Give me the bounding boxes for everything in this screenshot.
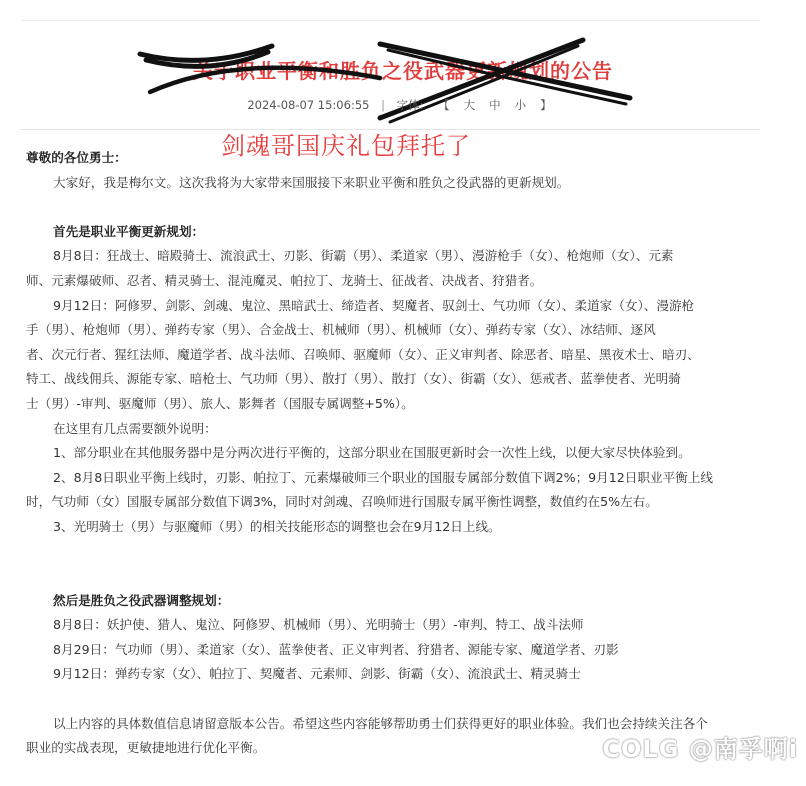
article-title: 关于职业平衡和胜负之役武器更新规划的公告: [193, 59, 613, 83]
font-size-large-link[interactable]: 大: [463, 98, 476, 112]
bracket-open: 【: [438, 98, 450, 112]
weapon-sep12-line: 9月12日：弹药专家（女）、帕拉丁、契魔者、元素师、剑影、街霸（女）、流浪武士、精灵骑士: [53, 666, 581, 682]
note-2: 时，气功师（女）国服专属部分数值下调3%，同时对剑魂、召唤师进行国服专属平衡性调整，数值约在5%左右。: [26, 494, 658, 510]
balance-sep12-line: 9月12日：阿修罗、剑影、剑魂、鬼泣、黑暗武士、缔造者、契魔者、驭剑士、气功师（女）、柔道家（女）、漫游枪: [53, 297, 695, 313]
balance-sep12-line: 手（男）、枪炮师（男）、弹药专家（男）、合金战士、机械师（男）、机械师（女）、弹药专家（女）、冰结师、逐风: [26, 322, 656, 338]
balance-aug8-line: 8月8日：狂战士、暗殿骑士、流浪武士、刃影、街霸（男）、柔道家（男）、漫游枪手（女）、枪炮师（女）、元素: [53, 248, 674, 264]
font-size-small-link[interactable]: 小: [514, 98, 527, 112]
weapon-aug29-line: 8月29日：气功师（男）、柔道家（女）、蓝拳使者、正义审判者、狩猎者、源能专家、魔道学者、刃影: [53, 641, 619, 657]
overlay-note: 剑魂哥国庆礼包拜托了: [221, 132, 471, 160]
balance-aug8-line: 师、元素爆破师、忍者、精灵骑士、混沌魔灵、帕拉丁、龙骑士、征战者、决战者、狩猎者。: [26, 272, 543, 288]
note-2: 2、8月8日职业平衡上线时，刃影、帕拉丁、元素爆破师三个职业的国服专属部分数值下调2%；9月12日职业平衡上线: [53, 469, 713, 485]
bracket-close: 】: [540, 98, 552, 112]
section2-heading: 然后是胜负之役武器调整规划：: [53, 592, 230, 608]
article-body: [26, 146, 756, 761]
weapon-aug8-line: 8月8日：妖护使、猎人、鬼泣、阿修罗、机械师（男）、光明骑士（男）-审判、特工、战斗法师: [53, 617, 584, 633]
scribble-strikeout: [0, 0, 806, 140]
watermark: COLG @南孚啊i: [602, 735, 798, 763]
balance-sep12-line: 特工、战线佣兵、源能专家、暗枪士、气功师（男）、散打（男）、散打（女）、街霸（女）、惩戒者、蓝拳使者、光明骑: [26, 371, 681, 387]
note-1: 1、部分职业在其他服务器中是分两次进行平衡的，这部分职业在国服更新时会一次性上线，以便大家尽快体验到。: [53, 445, 691, 461]
section1-heading: 首先是职业平衡更新规划：: [53, 223, 205, 239]
balance-sep12-line: 者、次元行者、猩红法师、魔道学者、战斗法师、召唤师、驱魔师（女）、正义审判者、除恶者、暗星、黑夜术士、暗刃、: [26, 346, 700, 362]
intro-paragraph: 大家好，我是梅尔文。这次我将为大家带来国服接下来职业平衡和胜负之役武器的更新规划。: [53, 174, 570, 190]
closing-paragraph: 职业的实战表现，更敏捷地进行优化平衡。: [26, 740, 266, 756]
closing-paragraph: 以上内容的具体数值信息请留意版本公告。希望这些内容能够帮助勇士们获得更好的职业体验。我们也会持续关注各个: [53, 715, 708, 731]
article-meta: [0, 97, 806, 113]
publish-date: 2024-08-07 15:06:55: [247, 98, 370, 112]
font-size-label: 字体:: [396, 98, 424, 112]
notes-intro: 在这里有几点需要额外说明：: [53, 420, 217, 436]
font-size-controls: [431, 98, 559, 112]
greeting: 尊敬的各位勇士：: [26, 150, 127, 165]
font-size-medium-link[interactable]: 中: [489, 98, 501, 112]
note-3: 3、光明骑士（男）与驱魔师（男）的相关技能形态的调整也会在9月12日上线。: [53, 518, 501, 534]
meta-separator: |: [381, 98, 385, 112]
balance-sep12-line: 士（男）-审判、驱魔师（男）、旅人、影舞者（国服专属调整+5%）。: [26, 395, 414, 411]
